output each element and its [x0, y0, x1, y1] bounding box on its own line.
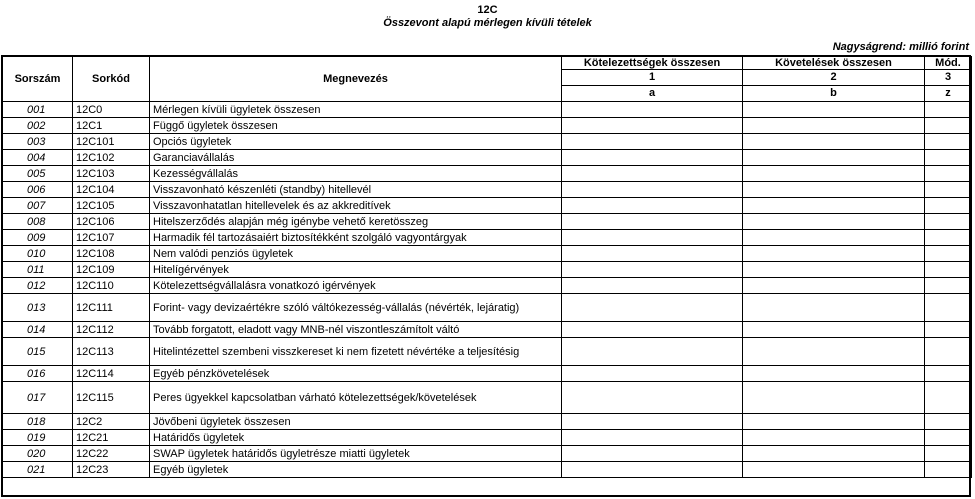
liabilities-value-cell[interactable]: [562, 134, 743, 150]
serial-cell: 004: [3, 150, 73, 166]
row-code-cell: 12C2: [73, 414, 150, 430]
claims-value-cell[interactable]: [743, 198, 925, 214]
table-row: [3, 118, 972, 134]
claims-value-cell[interactable]: [743, 214, 925, 230]
mod-value-cell[interactable]: [925, 214, 972, 230]
serial-cell: 009: [3, 230, 73, 246]
serial-cell: 015: [3, 338, 73, 366]
serial-cell: 003: [3, 134, 73, 150]
claims-value-cell[interactable]: [743, 166, 925, 182]
mod-value-cell[interactable]: [925, 198, 972, 214]
liabilities-value-cell[interactable]: [562, 246, 743, 262]
liabilities-value-cell[interactable]: [562, 118, 743, 134]
claims-value-cell[interactable]: [743, 150, 925, 166]
mod-value-cell[interactable]: [925, 102, 972, 118]
mod-value-cell[interactable]: [925, 322, 972, 338]
table-row: [3, 246, 972, 262]
table-row: [3, 166, 972, 182]
row-code-cell: 12C102: [73, 150, 150, 166]
table-row: [3, 294, 972, 322]
row-code-cell: 12C105: [73, 198, 150, 214]
row-code-cell: 12C110: [73, 278, 150, 294]
name-cell: Kötelezettségvállalásra vonatkozó igérvények: [150, 278, 562, 294]
serial-cell: 021: [3, 462, 73, 478]
row-code-cell: 12C22: [73, 446, 150, 462]
liabilities-value-cell[interactable]: [562, 182, 743, 198]
row-code-cell: 12C115: [73, 382, 150, 414]
table-row: [3, 150, 972, 166]
claims-value-cell[interactable]: [743, 230, 925, 246]
row-code-cell: 12C0: [73, 102, 150, 118]
serial-cell: 008: [3, 214, 73, 230]
mod-value-cell[interactable]: [925, 414, 972, 430]
col-claims-num: 2: [743, 70, 925, 86]
liabilities-value-cell[interactable]: [562, 322, 743, 338]
liabilities-value-cell[interactable]: [562, 366, 743, 382]
name-cell: SWAP ügyletek határidős ügyletrésze miatti ügyletek: [150, 446, 562, 462]
form-title: Összevont alapú mérlegen kívüli tételek: [383, 17, 592, 29]
claims-value-cell[interactable]: [743, 430, 925, 446]
serial-cell: 002: [3, 118, 73, 134]
row-code-cell: 12C23: [73, 462, 150, 478]
serial-cell: 019: [3, 430, 73, 446]
col-name-header: Megnevezés: [150, 57, 562, 102]
mod-value-cell[interactable]: [925, 246, 972, 262]
col-mod-num: 3: [925, 70, 972, 86]
serial-cell: 001: [3, 102, 73, 118]
claims-value-cell[interactable]: [743, 382, 925, 414]
table-row: [3, 366, 972, 382]
name-cell: Mérlegen kívüli ügyletek összesen: [150, 102, 562, 118]
serial-cell: 010: [3, 246, 73, 262]
row-code-cell: 12C114: [73, 366, 150, 382]
liabilities-value-cell[interactable]: [562, 230, 743, 246]
row-code-cell: 12C111: [73, 294, 150, 322]
col-serial-header: Sorszám: [3, 57, 73, 102]
serial-cell: 018: [3, 414, 73, 430]
liabilities-value-cell[interactable]: [562, 294, 743, 322]
table-row: [3, 134, 972, 150]
row-code-cell: 12C106: [73, 214, 150, 230]
mod-value-cell[interactable]: [925, 338, 972, 366]
row-code-cell: 12C104: [73, 182, 150, 198]
name-cell: Harmadik fél tartozásaiért biztosítékként szolgáló vagyontárgyak: [150, 230, 562, 246]
claims-value-cell[interactable]: [743, 446, 925, 462]
name-cell: Jövőbeni ügyletek összesen: [150, 414, 562, 430]
mod-value-cell[interactable]: [925, 462, 972, 478]
liabilities-value-cell[interactable]: [562, 150, 743, 166]
name-cell: Nem valódi penziós ügyletek: [150, 246, 562, 262]
row-code-cell: 12C109: [73, 262, 150, 278]
serial-cell: 017: [3, 382, 73, 414]
serial-cell: 012: [3, 278, 73, 294]
serial-cell: 013: [3, 294, 73, 322]
liabilities-value-cell[interactable]: [562, 214, 743, 230]
mod-value-cell[interactable]: [925, 262, 972, 278]
serial-cell: 005: [3, 166, 73, 182]
liabilities-value-cell[interactable]: [562, 446, 743, 462]
table-row: [3, 382, 972, 414]
serial-cell: 011: [3, 262, 73, 278]
table-row: [3, 338, 972, 366]
liabilities-value-cell[interactable]: [562, 102, 743, 118]
table-row: [3, 462, 972, 478]
row-code-cell: 12C1: [73, 118, 150, 134]
row-code-cell: 12C112: [73, 322, 150, 338]
mod-value-cell[interactable]: [925, 366, 972, 382]
mod-value-cell[interactable]: [925, 182, 972, 198]
balance-table: [2, 56, 972, 478]
liabilities-value-cell[interactable]: [562, 382, 743, 414]
name-cell: Kezességvállalás: [150, 166, 562, 182]
row-code-cell: 12C103: [73, 166, 150, 182]
name-cell: Visszavonható készenléti (standby) hitellevél: [150, 182, 562, 198]
liabilities-value-cell[interactable]: [562, 262, 743, 278]
name-cell: Határidős ügyletek: [150, 430, 562, 446]
liabilities-value-cell[interactable]: [562, 430, 743, 446]
table-row: [3, 322, 972, 338]
liabilities-value-cell[interactable]: [562, 198, 743, 214]
table-row: [3, 198, 972, 214]
col-claims-letter: b: [743, 86, 925, 102]
col-liabilities-num: 1: [562, 70, 743, 86]
claims-value-cell[interactable]: [743, 366, 925, 382]
name-cell: Tovább forgatott, eladott vagy MNB-nél viszontleszámítolt váltó: [150, 322, 562, 338]
row-code-cell: 12C107: [73, 230, 150, 246]
mod-value-cell[interactable]: [925, 430, 972, 446]
claims-value-cell[interactable]: [743, 278, 925, 294]
mod-value-cell[interactable]: [925, 134, 972, 150]
col-liabilities-header: Kötelezettségek összesen: [562, 57, 743, 70]
mod-value-cell[interactable]: [925, 446, 972, 462]
col-mod-letter: z: [925, 86, 972, 102]
liabilities-value-cell[interactable]: [562, 278, 743, 294]
liabilities-value-cell[interactable]: [562, 462, 743, 478]
serial-cell: 014: [3, 322, 73, 338]
name-cell: Egyéb pénzkövetelések: [150, 366, 562, 382]
table-row: [3, 414, 972, 430]
name-cell: Egyéb ügyletek: [150, 462, 562, 478]
name-cell: Opciós ügyletek: [150, 134, 562, 150]
liabilities-value-cell[interactable]: [562, 338, 743, 366]
row-code-cell: 12C101: [73, 134, 150, 150]
name-cell: Hitelszerződés alapján még igénybe vehető keretösszeg: [150, 214, 562, 230]
serial-cell: 016: [3, 366, 73, 382]
name-cell: Peres ügyekkel kapcsolatban várható kötelezettségek/követelések: [150, 382, 562, 414]
col-claims-header: Követelések összesen: [743, 57, 925, 70]
name-cell: Hitelígérvények: [150, 262, 562, 278]
unit-label: Nagyságrend: millió forint: [832, 41, 969, 53]
name-cell: Forint- vagy devizaértékre szóló váltókezesség-vállalás (névérték, lejáratig): [150, 294, 562, 322]
col-mod-header: Mód.: [925, 57, 972, 70]
serial-cell: 007: [3, 198, 73, 214]
table-row: [3, 214, 972, 230]
name-cell: Visszavonhatatlan hitellevelek és az akkreditívek: [150, 198, 562, 214]
table-row: [3, 182, 972, 198]
mod-value-cell[interactable]: [925, 150, 972, 166]
mod-value-cell[interactable]: [925, 118, 972, 134]
liabilities-value-cell[interactable]: [562, 166, 743, 182]
serial-cell: 006: [3, 182, 73, 198]
row-code-cell: 12C108: [73, 246, 150, 262]
claims-value-cell[interactable]: [743, 338, 925, 366]
claims-value-cell[interactable]: [743, 118, 925, 134]
serial-cell: 020: [3, 446, 73, 462]
claims-value-cell[interactable]: [743, 102, 925, 118]
col-rowcode-header: Sorkód: [73, 57, 150, 102]
table-row: [3, 262, 972, 278]
mod-value-cell[interactable]: [925, 166, 972, 182]
claims-value-cell[interactable]: [743, 294, 925, 322]
claims-value-cell[interactable]: [743, 134, 925, 150]
table-row: [3, 278, 972, 294]
claims-value-cell[interactable]: [743, 246, 925, 262]
claims-value-cell[interactable]: [743, 322, 925, 338]
claims-value-cell[interactable]: [743, 414, 925, 430]
mod-value-cell[interactable]: [925, 294, 972, 322]
table-row: [3, 446, 972, 462]
mod-value-cell[interactable]: [925, 278, 972, 294]
table-row: [3, 102, 972, 118]
name-cell: Függő ügyletek összesen: [150, 118, 562, 134]
form-code: 12C: [477, 4, 498, 16]
claims-value-cell[interactable]: [743, 262, 925, 278]
claims-value-cell[interactable]: [743, 462, 925, 478]
table-row: [3, 430, 972, 446]
name-cell: Garanciavállalás: [150, 150, 562, 166]
table-row: [3, 230, 972, 246]
col-liabilities-letter: a: [562, 86, 743, 102]
mod-value-cell[interactable]: [925, 382, 972, 414]
mod-value-cell[interactable]: [925, 230, 972, 246]
row-code-cell: 12C21: [73, 430, 150, 446]
name-cell: Hitelintézettel szembeni visszkereset ki nem fizetett névértéke a teljesítésig: [150, 338, 562, 366]
liabilities-value-cell[interactable]: [562, 414, 743, 430]
row-code-cell: 12C113: [73, 338, 150, 366]
claims-value-cell[interactable]: [743, 182, 925, 198]
